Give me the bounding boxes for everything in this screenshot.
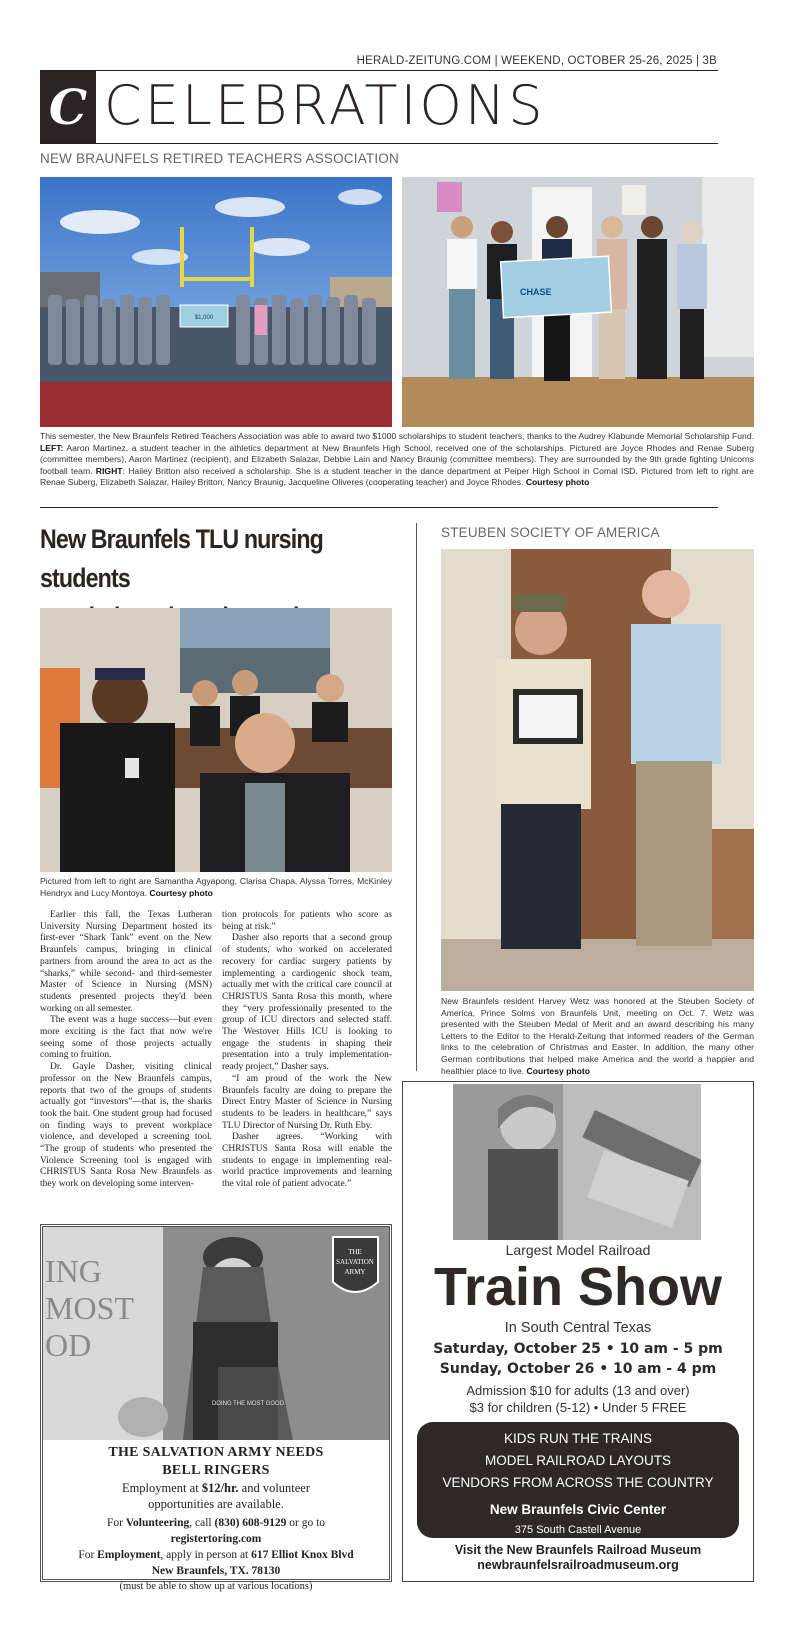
train-subtitle: In South Central Texas	[504, 1320, 652, 1336]
paragraph: tion protocols for patients who score as being at risk.”	[222, 910, 392, 932]
steuben-photo-credit: Courtesy photo	[526, 1065, 591, 1076]
train-show-ad	[402, 1081, 754, 1582]
scholarship-check-photo	[402, 177, 754, 427]
ad-title: BELL RINGERS	[162, 1463, 270, 1478]
museum-website[interactable]: newbraunfelsrailroadmuseum.org	[477, 1558, 679, 1572]
salvation-army-ad	[40, 1224, 392, 1592]
section-title: CELEBRATIONS	[104, 74, 546, 137]
train-admission-1: Admission $10 for adults (13 and over)	[466, 1383, 690, 1398]
check-amount-left: $1,000	[194, 315, 214, 321]
masthead-logo: C	[40, 71, 96, 144]
museum-visit-line: Visit the New Braunfels Railroad Museum	[454, 1543, 702, 1557]
register-url: registertoring.com	[170, 1533, 262, 1545]
nursing-photo-caption: Pictured from left to right are Samantha Agyapong, Clarisa Chapa, Alyssa Torres, McKinley Hendryx and Lucy Montoya. Courtesy photo	[40, 876, 392, 898]
steuben-caption: New Braunfels resident Harvey Wetz was honored at the Steuben Society of America, Prince Solms von Braunfels Unit, meeting on Oct. 7. Wetz was presented with the Steuben Medal of Merit and an award describing his many Letters to the Editor to the Herald-Zeitung that informed readers of the German links to the celebration of Christmas and Easter. In addition, the many other German contributions that helped make America and the world a happier and healthier place to live. Courtesy photo	[441, 996, 754, 1076]
ad-title: THE SALVATION ARMY NEEDS	[108, 1445, 324, 1460]
nursing-body-column-2	[222, 910, 392, 1191]
paragraph: “I am proud of the work the New Braunfels faculty are doing to prepare the Direct Entry Master of Science in Nursing students to be leaders in healthcare,” says TLU Director of Nursing Dr. Ruth Eby.	[222, 1073, 392, 1131]
shield-line: ARMY	[344, 1268, 366, 1276]
feature-item: MODEL RAILROAD LAYOUTS	[484, 1453, 672, 1468]
bg-sign-line: MOST	[45, 1290, 134, 1326]
bg-sign-line: OD	[45, 1327, 92, 1363]
football-team-photo	[40, 177, 392, 427]
retired-teachers-section-label: NEW BRAUNFELS RETIRED TEACHERS ASSOCIATION	[40, 151, 399, 166]
train-show-title: Train Show	[433, 1257, 723, 1317]
apron-text: DOING THE MOST GOOD	[211, 1401, 285, 1407]
venue-address: 375 South Castell Avenue	[514, 1524, 642, 1536]
train-admission-2: $3 for children (5-12) • Under 5 FREE	[469, 1400, 687, 1415]
train-kicker: Largest Model Railroad	[505, 1242, 651, 1258]
shield-line: SALVATION	[336, 1258, 374, 1266]
steuben-award-photo	[441, 549, 754, 991]
retired-teachers-caption: This semester, the New Braunfels Retired Teachers Association was able to award two $1000 scholarships to student teachers, thanks to the Audrey Klabunde Memorial Scholarship Fund. LEFT: Aaron Martinez, a student teacher in the athletics department at New Braunfels High School, received one of the scholarships. Pictured are Joyce Rhodes and Renae Suberg (committee members), Aaron Martinez (recipient), and Elizabeth Salazar, Debbie Lain and Nancy Braunig (committee members). They are surrounded by the 9th grade fighting Unicorns football team. RIGHT: Hailey Britton also received a scholarship. She is a student teacher in the dance department at Peiper High School in Comal ISD. Pictured from left to right are Renae Suberg, Elizabeth Salazar, Hailey Britton, Nancy Braunig, Jacqueline Oliveres (cooperating teacher) and Joyce Rhodes. Courtesy photo	[40, 431, 755, 488]
train-date-1: Saturday, October 25 • 10 am - 5 pm	[433, 1341, 723, 1357]
salvation-army-text: THE SALVATION ARMY NEEDS BELL RINGERS Employment at $12/hr. and volunteer opportunities are available. For Volunteering, call (830) 608-9129 or go to registertoring.com For Employment, apply in person at 617 Elliot Knox Blvd New Braunfels, TX. 78130 (must be able to show up at various locations)	[43, 1444, 389, 1595]
venue-name: New Braunfels Civic Center	[489, 1502, 667, 1517]
feature-item: KIDS RUN THE TRAINS	[503, 1431, 653, 1446]
shield-line: THE	[348, 1248, 362, 1256]
folio-line: HERALD-ZEITUNG.COM | WEEKEND, OCTOBER 25-26, 2025 | 3B	[356, 55, 717, 67]
paragraph: The event was a huge success—but even more exciting is the fact that now we're seeing some of those projects actually coming to fruition.	[40, 1015, 212, 1061]
bell-ringer-photo	[43, 1227, 389, 1440]
boy-with-train-photo	[453, 1084, 701, 1240]
masthead-rule	[40, 143, 718, 144]
paragraph: Dr. Gayle Dasher, visiting clinical professor on the New Braunfels campus, reports that two of the groups of students actually got “investors”—that is, the sharks took the bait. One student group had focused on finding ways to prevent workplace violence, and developed a screening tool. “The group of students who presented the Violence Screening tool is engaged with CHRISTUS Santa Rosa New Braunfels as they work on developing some interven-	[40, 1062, 212, 1190]
nursing-headline: New Braunfels TLU nursing students	[40, 524, 323, 593]
photo-credit: Courtesy photo	[525, 477, 590, 488]
section-divider-rule	[40, 507, 718, 508]
bg-sign-line: ING	[45, 1253, 102, 1289]
top-rule	[40, 70, 718, 71]
train-date-2: Sunday, October 26 • 10 am - 4 pm	[439, 1361, 717, 1377]
volunteer-phone: (830) 608-9129	[214, 1517, 287, 1529]
steuben-section-label: STEUBEN SOCIETY OF AMERICA	[441, 525, 660, 540]
paragraph: Earlier this fall, the Texas Lutheran University Nursing Department hosted its first-ever “Shark Tank” event on the New Braunfels campus, bringing in clinical partners from around the area to act as the “sharks,” while second- and third-semester Master of Science in Nursing (MSN) students presented projects they'd been working on all semester.	[40, 910, 212, 1014]
train-features-band	[417, 1422, 739, 1538]
column-divider	[416, 523, 417, 1071]
nursing-body-column-1	[40, 910, 212, 1191]
check-bank-label: CHASE	[520, 287, 552, 297]
nursing-students-photo	[40, 608, 392, 872]
paragraph: Dasher also reports that a second group of students, who worked on accelerated recovery for cardiac surgery patients by implementing a cardiogenic shock team, actually met with the critical care council at CHRISTUS Santa Rosa this month, where they “very professionally presented to the group of ICU directors and selected staff. The Westover Hills ICU is looking to engage the students in shaping their presentation into a truly implementation-ready project,” Dasher says.	[222, 933, 392, 1073]
nursing-photo-credit: Courtesy photo	[149, 887, 213, 898]
feature-item: VENDORS FROM ACROSS THE COUNTRY	[442, 1475, 714, 1490]
paragraph: Dasher agrees. “Working with CHRISTUS Santa Rosa will enable the students to engage in implementing real-world practice improvements and learning the vital role of patient advocate.”	[222, 1132, 392, 1190]
